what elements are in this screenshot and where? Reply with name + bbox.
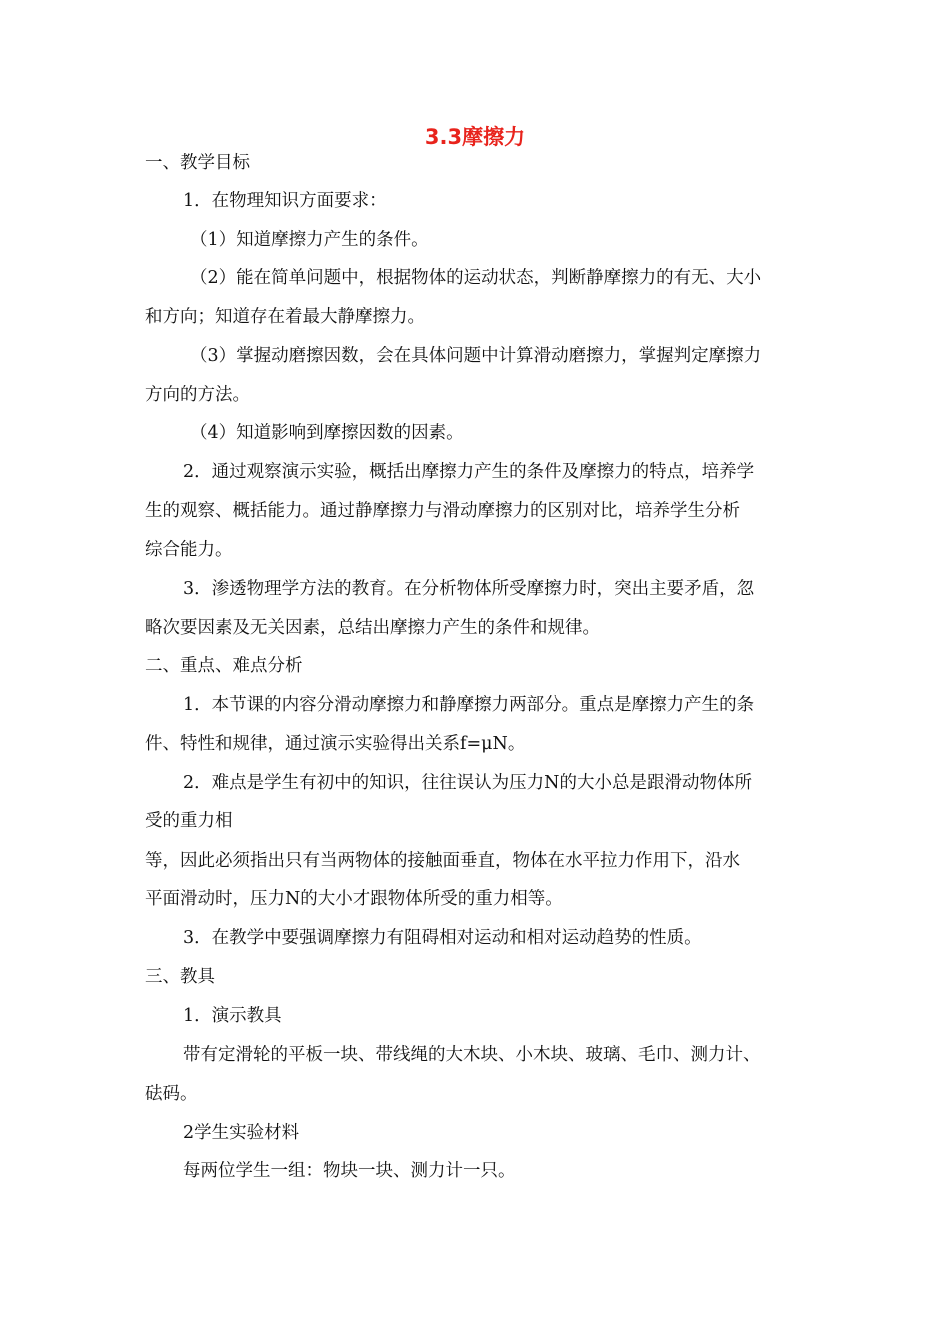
paragraph-line: 2．通过观察演示实验，概括出摩擦力产生的条件及摩擦力的特点，培养学 <box>183 462 755 482</box>
section-heading-objectives: 一、教学目标 <box>145 153 250 173</box>
paragraph-line: 1．在物理知识方面要求： <box>183 191 387 211</box>
paragraph-line: 2．难点是学生有初中的知识，往往误认为压力N的大小总是跟滑动物体所 <box>183 773 752 793</box>
paragraph-line: 3．在教学中要强调摩擦力有阻碍相对运动和相对运动趋势的性质。 <box>183 928 702 948</box>
paragraph-line: 砝码。 <box>145 1084 198 1104</box>
paragraph-line: 3．渗透物理学方法的教育。在分析物体所受摩擦力时，突出主要矛盾，忽 <box>183 579 755 599</box>
paragraph-line: 方向的方法。 <box>145 385 250 405</box>
paragraph-line: 生的观察、概括能力。通过静摩擦力与滑动摩擦力的区别对比，培养学生分析 <box>145 501 740 521</box>
paragraph-line: （3）掌握动磨擦因数，会在具体问题中计算滑动磨擦力，掌握判定摩擦力 <box>190 346 762 366</box>
paragraph-line: 略次要因素及无关因素，总结出摩擦力产生的条件和规律。 <box>145 618 600 638</box>
paragraph-line: （4）知道影响到摩擦因数的因素。 <box>190 423 464 443</box>
paragraph-line: 1．本节课的内容分滑动摩擦力和静摩擦力两部分。重点是摩擦力产生的条 <box>183 695 755 715</box>
paragraph-line: 和方向；知道存在着最大静摩擦力。 <box>145 307 425 327</box>
section-heading-key-points: 二、重点、难点分析 <box>145 656 303 676</box>
paragraph-line: （2）能在简单问题中，根据物体的运动状态，判断静摩擦力的有无、大小 <box>190 268 762 288</box>
paragraph-line: 带有定滑轮的平板一块、带线绳的大木块、小木块、玻璃、毛巾、测力计、 <box>183 1045 761 1065</box>
paragraph-line: 件、特性和规律，通过演示实验得出关系f=μN。 <box>145 734 526 754</box>
paragraph-line: 平面滑动时，压力N的大小才跟物体所受的重力相等。 <box>145 889 563 909</box>
paragraph-line: 1．演示教具 <box>183 1006 282 1026</box>
paragraph-line: 受的重力相 <box>145 811 233 831</box>
document-title: 3.3摩擦力 <box>424 125 526 149</box>
paragraph-line: 每两位学生一组：物块一块、测力计一只。 <box>183 1161 516 1181</box>
paragraph-line: 2学生实验材料 <box>183 1123 300 1143</box>
paragraph-line: 综合能力。 <box>145 540 233 560</box>
section-heading-teaching-aids: 三、教具 <box>145 967 215 987</box>
paragraph-line: （1）知道摩擦力产生的条件。 <box>190 230 429 250</box>
paragraph-line: 等，因此必须指出只有当两物体的接触面垂直，物体在水平拉力作用下，沿水 <box>145 851 740 871</box>
